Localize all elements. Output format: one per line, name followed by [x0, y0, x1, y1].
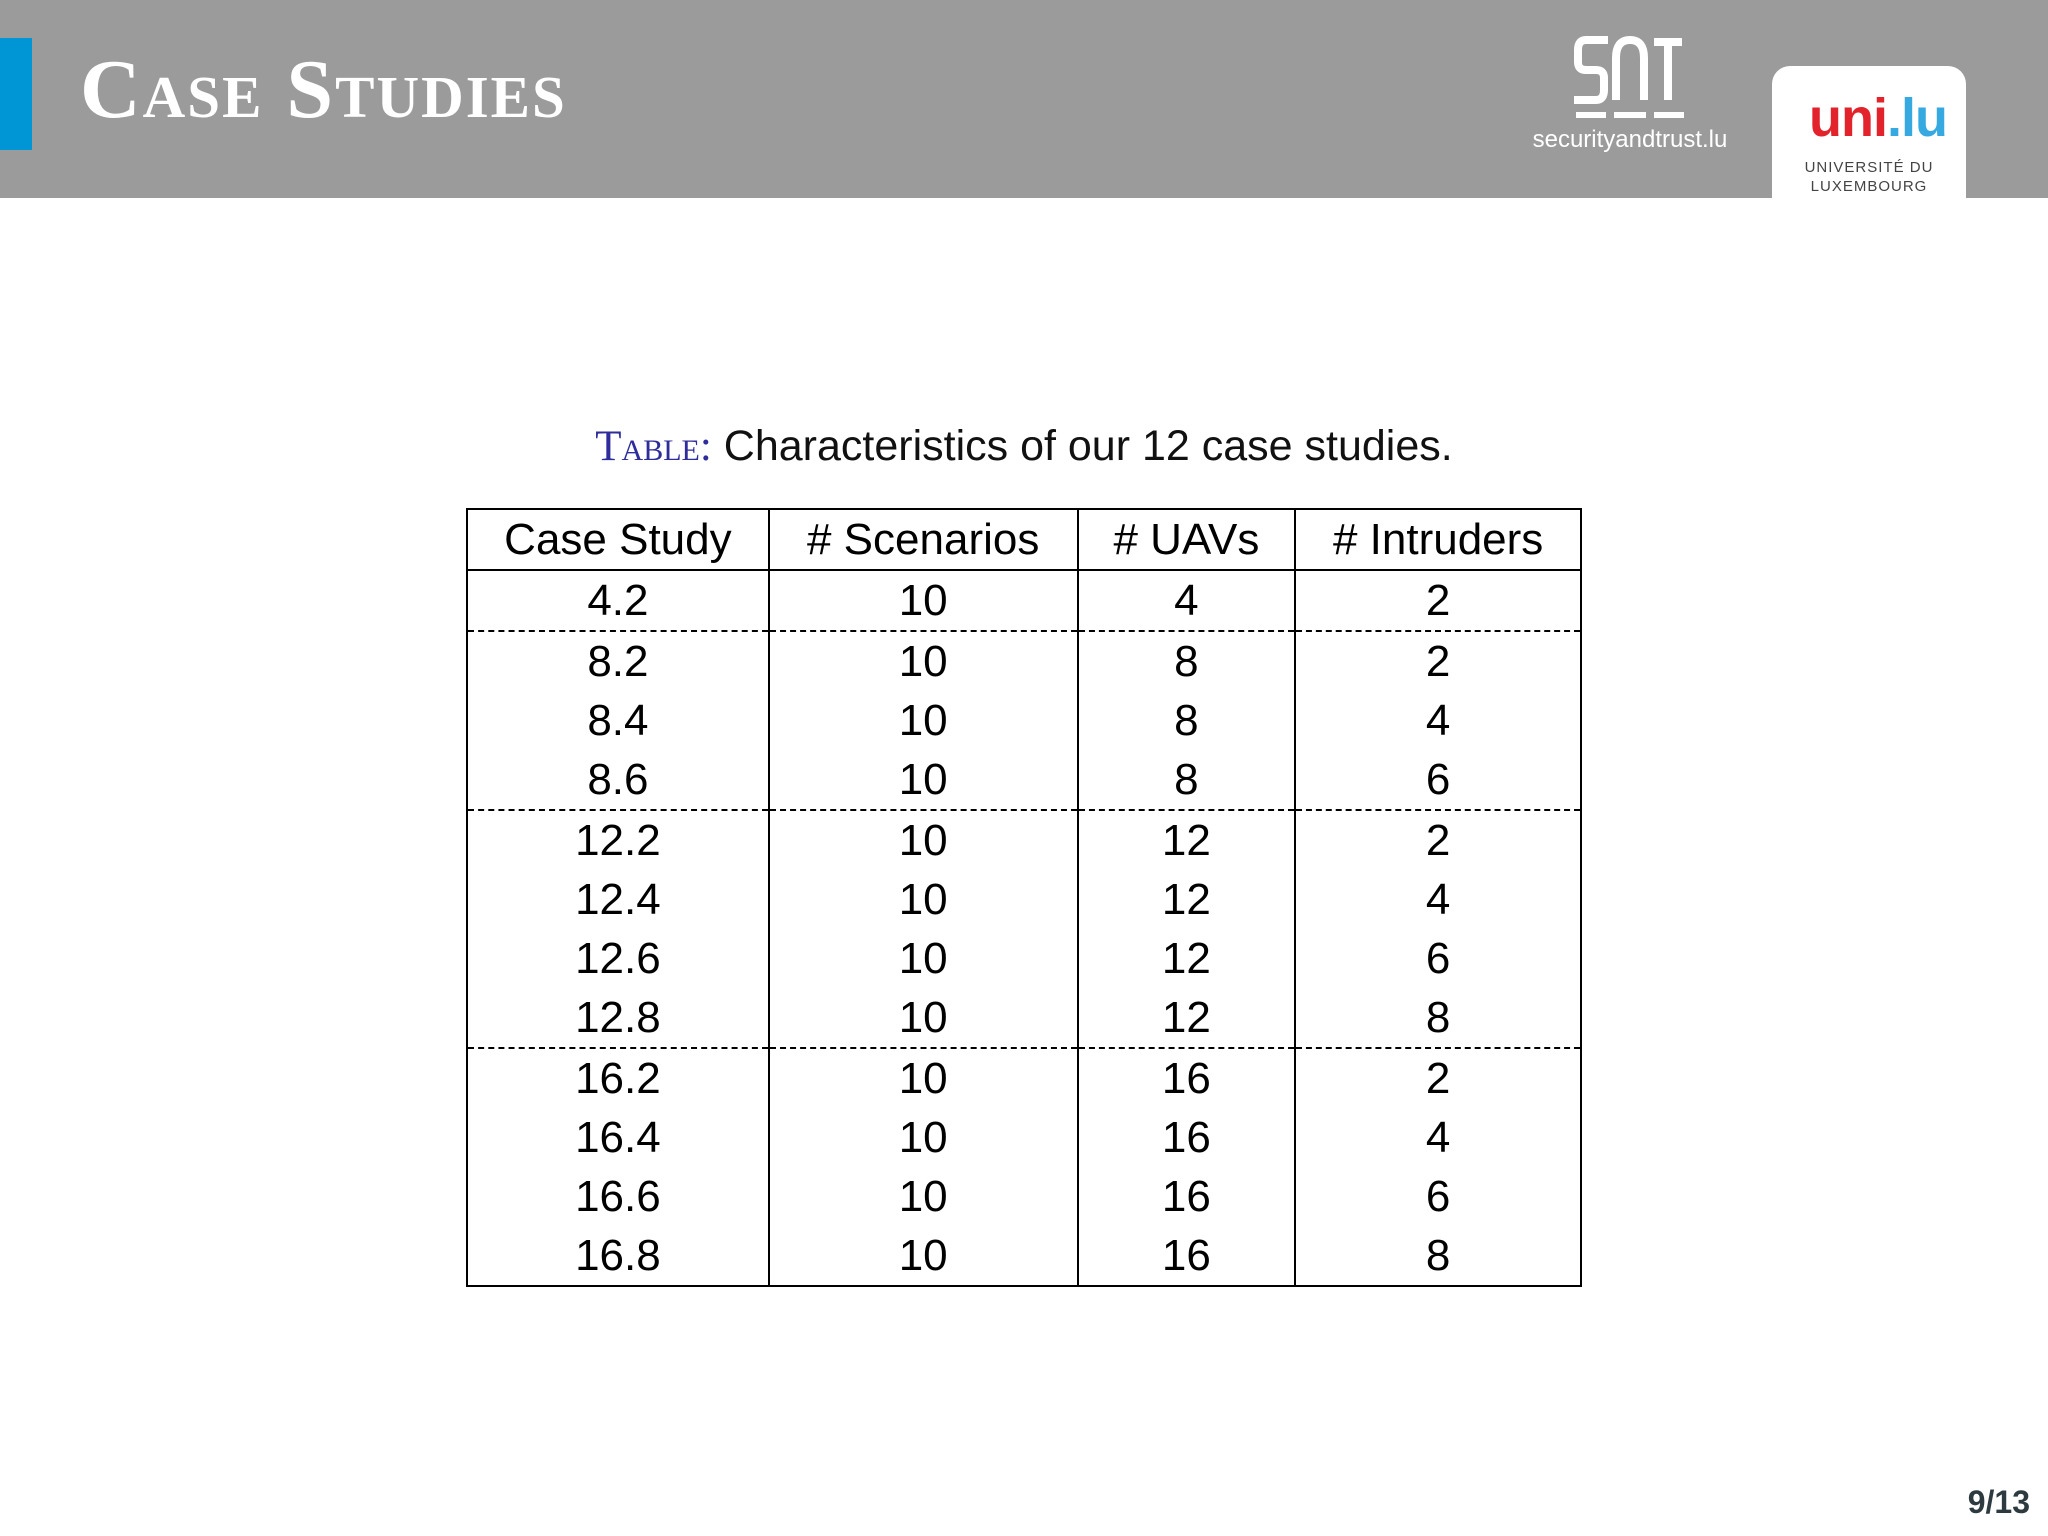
cell-uavs: 8 [1078, 750, 1296, 810]
cell-case-study: 8.4 [467, 691, 769, 750]
cell-case-study: 16.8 [467, 1226, 769, 1286]
university-caption-line-1: UNIVERSITÉ DU [1804, 159, 1934, 176]
cell-scenarios: 10 [769, 1048, 1078, 1108]
cell-case-study: 4.2 [467, 570, 769, 631]
cell-case-study: 12.4 [467, 870, 769, 929]
cell-scenarios: 10 [769, 570, 1078, 631]
column-header-case-study: Case Study [467, 509, 769, 570]
header-bar [0, 0, 2048, 198]
cell-scenarios: 10 [769, 750, 1078, 810]
table-caption-label: Table: [595, 423, 712, 470]
cell-uavs: 12 [1078, 810, 1296, 870]
table-caption [0, 418, 2048, 475]
table-row [467, 570, 1581, 631]
table-row [467, 1048, 1581, 1108]
cell-uavs: 16 [1078, 1226, 1296, 1286]
university-caption [1772, 158, 1966, 196]
uni-wordmark-red: uni [1809, 88, 1887, 148]
cell-case-study: 16.2 [467, 1048, 769, 1108]
cell-scenarios: 10 [769, 691, 1078, 750]
cell-intruders: 6 [1295, 750, 1581, 810]
cell-uavs: 16 [1078, 1048, 1296, 1108]
cell-uavs: 4 [1078, 570, 1296, 631]
table-row [467, 1226, 1581, 1286]
cell-case-study: 12.2 [467, 810, 769, 870]
cell-case-study: 12.6 [467, 929, 769, 988]
cell-intruders: 2 [1295, 631, 1581, 691]
cell-intruders: 4 [1295, 870, 1581, 929]
column-header-scenarios: # Scenarios [769, 509, 1078, 570]
snt-url: securityandtrust.lu [1532, 126, 1728, 153]
cell-scenarios: 10 [769, 988, 1078, 1048]
cell-scenarios: 10 [769, 631, 1078, 691]
table-header-row [467, 509, 1581, 570]
cell-uavs: 8 [1078, 691, 1296, 750]
cell-intruders: 6 [1295, 929, 1581, 988]
cell-intruders: 6 [1295, 1167, 1581, 1226]
table-row [467, 1108, 1581, 1167]
cell-scenarios: 10 [769, 1108, 1078, 1167]
table-row [467, 691, 1581, 750]
cell-uavs: 12 [1078, 870, 1296, 929]
cell-case-study: 8.2 [467, 631, 769, 691]
cell-intruders: 4 [1295, 691, 1581, 750]
cell-intruders: 8 [1295, 988, 1581, 1048]
table-row [467, 870, 1581, 929]
table-caption-text: Characteristics of our 12 case studies. [723, 422, 1453, 470]
page-number: 9/13 [1967, 1484, 2030, 1520]
cell-uavs: 12 [1078, 929, 1296, 988]
cell-scenarios: 10 [769, 870, 1078, 929]
cell-uavs: 12 [1078, 988, 1296, 1048]
column-header-uavs: # UAVs [1078, 509, 1296, 570]
snt-logo-mark [1570, 28, 1690, 124]
snt-logo [1520, 22, 1740, 162]
table-row [467, 750, 1581, 810]
cell-intruders: 8 [1295, 1226, 1581, 1286]
cell-intruders: 4 [1295, 1108, 1581, 1167]
cell-intruders: 2 [1295, 570, 1581, 631]
cell-case-study: 8.6 [467, 750, 769, 810]
cell-scenarios: 10 [769, 1226, 1078, 1286]
cell-case-study: 16.4 [467, 1108, 769, 1167]
cell-uavs: 16 [1078, 1108, 1296, 1167]
uni-lu-wordmark [1809, 90, 1947, 146]
table-row [467, 1167, 1581, 1226]
table-row [467, 988, 1581, 1048]
case-studies-table [466, 508, 1582, 1287]
cell-scenarios: 10 [769, 810, 1078, 870]
table-row [467, 631, 1581, 691]
cell-intruders: 2 [1295, 1048, 1581, 1108]
table-row [467, 810, 1581, 870]
cell-case-study: 16.6 [467, 1167, 769, 1226]
cell-scenarios: 10 [769, 929, 1078, 988]
column-header-intruders: # Intruders [1295, 509, 1581, 570]
university-logo [1772, 66, 1966, 198]
page-title: Case Studies [80, 43, 567, 136]
cell-uavs: 8 [1078, 631, 1296, 691]
title-accent-bar [0, 38, 32, 150]
cell-scenarios: 10 [769, 1167, 1078, 1226]
cell-intruders: 2 [1295, 810, 1581, 870]
cell-uavs: 16 [1078, 1167, 1296, 1226]
cell-case-study: 12.8 [467, 988, 769, 1048]
uni-wordmark-blue: .lu [1886, 88, 1947, 148]
table-row [467, 929, 1581, 988]
university-caption-line-2: LUXEMBOURG [1810, 178, 1928, 195]
